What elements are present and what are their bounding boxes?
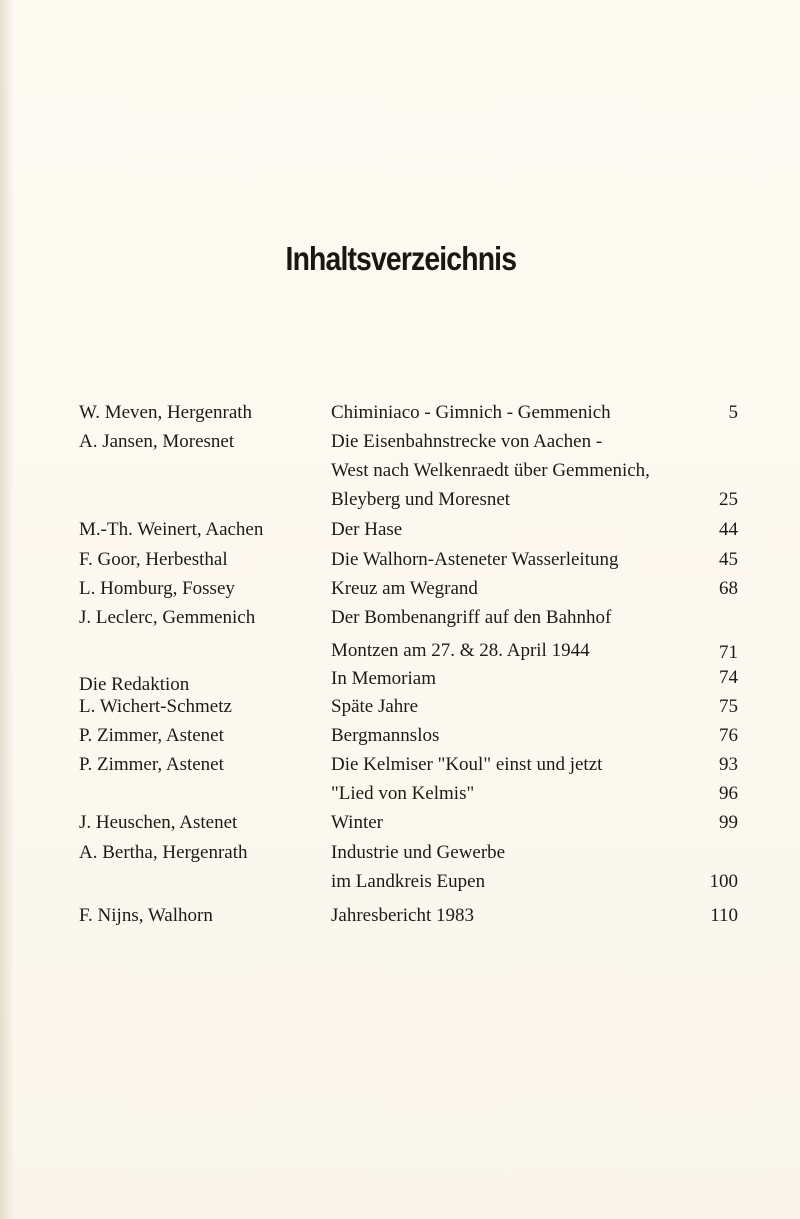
toc-entry-author: L. Wichert-Schmetz (79, 696, 232, 717)
toc-entry-author: P. Zimmer, Astenet (79, 754, 224, 775)
toc-entry-page: 99 (719, 812, 738, 833)
toc-entry-title-line: im Landkreis Eupen (331, 871, 486, 892)
toc-entry-title-line: Die Kelmiser "Koul" einst und jetzt (331, 754, 603, 775)
toc-entry-page: 44 (719, 519, 738, 540)
toc-entry-title (331, 808, 711, 837)
toc-entry-page: 71 (719, 642, 738, 663)
toc-entry-title-line: Die Eisenbahnstrecke von Aachen - (331, 431, 603, 452)
toc-entry-author: J. Heuschen, Astenet (79, 812, 238, 833)
toc-entry-title-line: Winter (331, 812, 383, 833)
toc-entry-author: W. Meven, Hergenrath (79, 402, 253, 423)
toc-entry-title (331, 603, 711, 665)
toc-entry-title-line: Jahresbericht 1983 (331, 905, 474, 926)
toc-entry-author: F. Goor, Herbesthal (79, 549, 228, 570)
toc-entry-title-line: Die Walhorn-Asteneter Wasserleitung (331, 549, 619, 570)
toc-entry-title-line: West nach Welkenraedt über Gemmenich, (331, 460, 650, 481)
toc-entry-title (331, 398, 711, 427)
toc-entry-title-line: "Lied von Kelmis" (331, 783, 475, 804)
toc-entry-page: 45 (719, 549, 738, 570)
toc-entry-author: Die Redaktion (79, 674, 190, 695)
toc-entry-title-line: Chiminiaco - Gimnich - Gemmenich (331, 402, 611, 423)
toc-entry-title (331, 750, 711, 808)
toc-entry-author: A. Jansen, Moresnet (79, 431, 235, 452)
toc-entry-title (331, 574, 711, 603)
toc-entry-title (331, 721, 711, 750)
toc-entry-title (331, 664, 711, 693)
toc-entry-author: F. Nijns, Walhorn (79, 905, 213, 926)
toc-entry-page: 100 (709, 871, 738, 892)
toc-entry-author: A. Bertha, Hergenrath (79, 842, 248, 863)
toc-entry-title-line: Bleyberg und Moresnet (331, 489, 511, 510)
toc-entry-page: 96 (719, 783, 738, 804)
toc-entry-title-line: Montzen am 27. & 28. April 1944 (331, 640, 590, 661)
toc-entry-page: 110 (710, 905, 738, 926)
toc-entry-page: 68 (719, 578, 738, 599)
toc-entry-title (331, 838, 711, 896)
toc-entry-author: J. Leclerc, Gemmenich (79, 607, 256, 628)
toc-entry-page: 75 (719, 696, 738, 717)
toc-entry-title-line: Kreuz am Wegrand (331, 578, 478, 599)
toc-entry-author: L. Homburg, Fossey (79, 578, 235, 599)
toc-entry-title (331, 515, 711, 544)
toc-entry-title (331, 427, 711, 514)
toc-entry-title-line: Späte Jahre (331, 696, 419, 717)
page-title: Inhaltsverzeichnis (285, 240, 517, 277)
toc-entry-page: 93 (719, 754, 738, 775)
toc-entry-page: 76 (719, 725, 738, 746)
toc-entry-title-line: Der Hase (331, 519, 403, 540)
toc-entry-title-line: In Memoriam (331, 668, 437, 689)
toc-entry-title (331, 692, 711, 721)
toc-entry-author: M.-Th. Weinert, Aachen (79, 519, 264, 540)
toc-entry-title-line: Der Bombenangriff auf den Bahnhof (331, 607, 612, 628)
toc-entry-title (331, 545, 711, 574)
toc-entry-page: 74 (719, 667, 738, 688)
toc-entry-page: 25 (719, 489, 738, 510)
toc-entry-title-line: Industrie und Gewerbe (331, 842, 506, 863)
toc-entry-title-line: Bergmannslos (331, 725, 440, 746)
toc-entry-page: 5 (728, 402, 738, 423)
toc-entry-title (331, 901, 711, 930)
toc-entry-author: P. Zimmer, Astenet (79, 725, 224, 746)
